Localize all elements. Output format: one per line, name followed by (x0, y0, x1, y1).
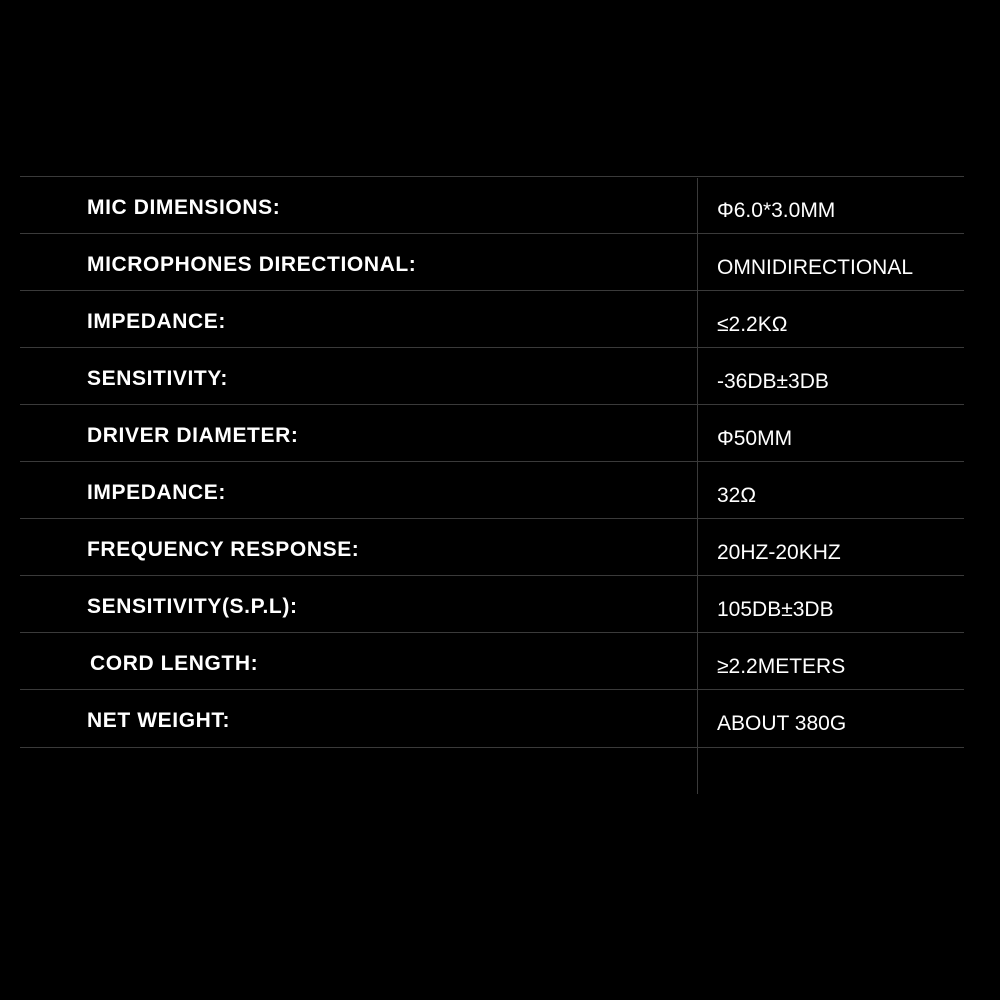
spec-value: 105DB±3DB (717, 598, 834, 621)
spec-row-sensitivity-spl (20, 575, 964, 632)
spec-label: MICROPHONES DIRECTIONAL: (87, 253, 417, 276)
spec-row-net-weight (20, 689, 964, 746)
spec-value: 32Ω (717, 484, 757, 507)
spec-value: ≥2.2METERS (717, 655, 846, 678)
spec-label: IMPEDANCE: (87, 481, 227, 504)
spec-row-frequency-response (20, 518, 964, 575)
spec-row-microphones-directional (20, 233, 964, 290)
spec-value: Φ50MM (717, 427, 793, 450)
spec-value: OMNIDIRECTIONAL (717, 256, 914, 279)
spec-label: FREQUENCY RESPONSE: (87, 538, 360, 561)
spec-label: SENSITIVITY: (87, 367, 228, 390)
spec-row-impedance-driver (20, 461, 964, 518)
spec-label: NET WEIGHT: (87, 709, 231, 732)
spec-label: MIC DIMENSIONS: (87, 196, 281, 219)
spec-row-mic-dimensions (20, 176, 964, 233)
spec-row-sensitivity (20, 347, 964, 404)
spec-value: ABOUT 380G (717, 712, 847, 735)
spec-label: SENSITIVITY(S.P.L): (87, 595, 298, 618)
row-divider (20, 747, 964, 748)
spec-row-impedance-mic (20, 290, 964, 347)
spec-row-cord-length (20, 632, 964, 689)
spec-value: -36DB±3DB (717, 370, 829, 393)
spec-value: ≤2.2KΩ (717, 313, 788, 336)
spec-label: CORD LENGTH: (90, 652, 259, 675)
spec-label: IMPEDANCE: (87, 310, 227, 333)
spec-value: Φ6.0*3.0MM (717, 199, 836, 222)
spec-value: 20HZ-20KHZ (717, 541, 841, 564)
spec-label: DRIVER DIAMETER: (87, 424, 299, 447)
spec-row-driver-diameter (20, 404, 964, 461)
